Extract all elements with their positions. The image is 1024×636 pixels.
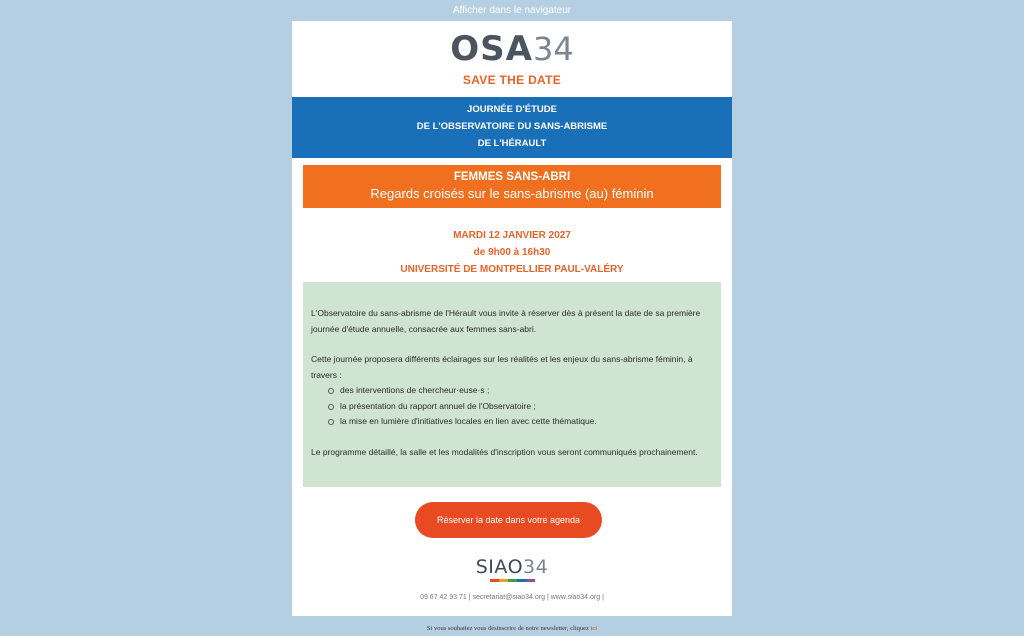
save-date-button[interactable]: Réserver la date dans votre agenda [415, 502, 602, 538]
closing-paragraph: Le programme détaillé, la salle et les modalités d'inscription vous seront communiqués prochainement. [311, 446, 698, 457]
theme-band [303, 165, 721, 208]
event-title-line-3: DE L'HÉRAULT [477, 138, 547, 149]
list-item-text: la présentation du rapport annuel de l'Observatoire ; [340, 400, 536, 411]
theme-subtitle: Regards croisés sur le sans-abrisme (au) féminin [370, 186, 654, 201]
event-title-line-1: JOURNÉE D'ÉTUDE [467, 104, 557, 115]
program-paragraph: Cette journée proposera différents éclairages sur les réalités et les enjeux du sans-abrisme féminin, à travers : [311, 354, 693, 380]
osa34-logo [292, 29, 732, 69]
event-date: MARDI 12 JANVIER 2027 [453, 230, 571, 241]
bullet-icon [328, 404, 334, 410]
program-list [311, 383, 713, 430]
save-the-date-heading: SAVE THE DATE [462, 73, 562, 87]
event-details [292, 227, 732, 278]
list-item [340, 414, 713, 430]
unsubscribe-link[interactable]: ici [590, 625, 598, 632]
contact-line: 09 67 42 93 71 | secretariat@siao34.org | www.siao34.org | [420, 594, 604, 601]
list-item [340, 383, 713, 399]
logo-brand: OSA [450, 29, 533, 69]
siao34-logo [292, 556, 732, 582]
list-item [340, 399, 713, 415]
list-item-text: la mise en lumière d'initiatives locales en lien avec cette thématique. [340, 416, 597, 426]
unsubscribe-line [0, 625, 1024, 632]
event-time: de 9h00 à 16h30 [473, 247, 551, 258]
view-in-browser-link[interactable]: Afficher dans le navigateur [452, 5, 572, 16]
logo-number: 34 [533, 30, 574, 68]
siao-color-bar [292, 579, 732, 582]
list-item-text: des interventions de chercheur·euse·s ; [340, 385, 490, 395]
theme-title: FEMMES SANS-ABRI [453, 171, 571, 183]
bullet-icon [328, 388, 334, 394]
intro-paragraph: L'Observatoire du sans-abrisme de l'Hérault vous invite à réserver dès à présent la date de sa première journée d'étude annuelle, consacrée aux femmes sans-abri. [311, 308, 701, 334]
unsubscribe-text: Si vous souhaitez vous désinscrire de notre newsletter, cliquez [426, 625, 589, 632]
siao-brand: SIAO [475, 556, 524, 578]
event-place: UNIVERSITÉ DE MONTPELLIER PAUL-VALÉRY [400, 264, 624, 275]
bullet-icon [328, 419, 334, 425]
event-title-line-2: DE L'OBSERVATOIRE DU SANS-ABRISME [416, 121, 608, 132]
event-title-band [292, 97, 732, 158]
description-box [303, 282, 721, 487]
contact-phone[interactable]: 09 67 42 93 71 [420, 594, 467, 601]
contact-email[interactable]: secretariat@siao34.org [472, 594, 545, 601]
siao-number: 34 [523, 556, 549, 578]
contact-website[interactable]: www.siao34.org [550, 594, 601, 601]
newsletter-card [292, 21, 732, 616]
